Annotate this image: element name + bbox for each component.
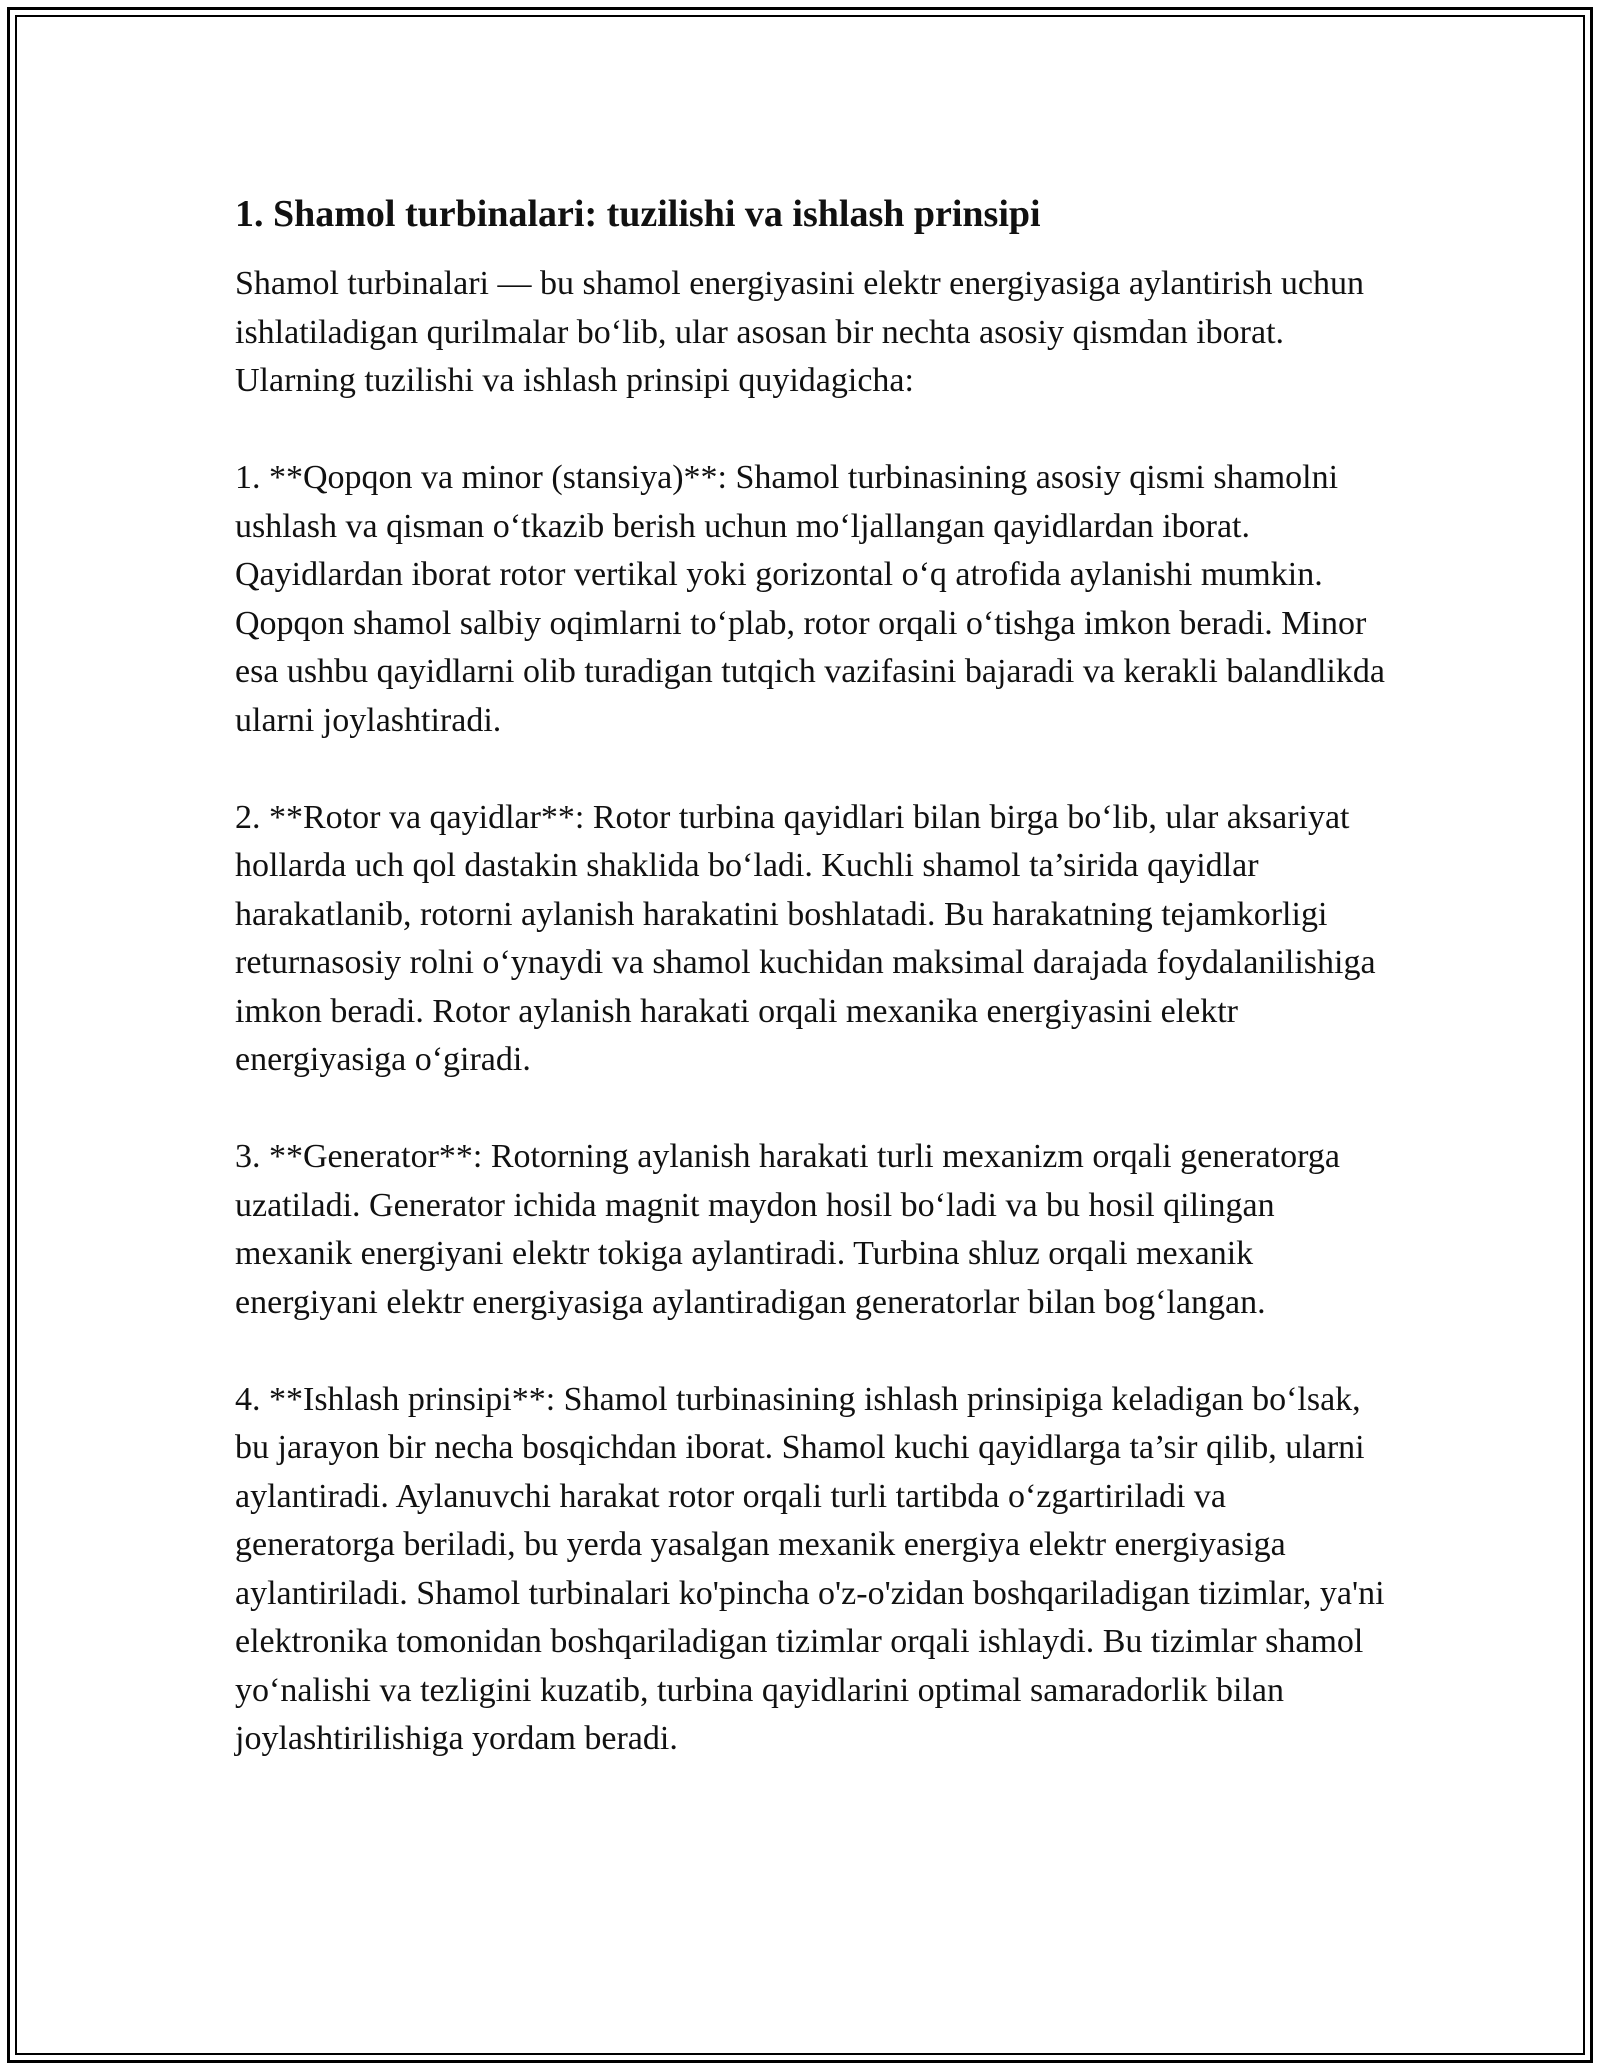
section-4-paragraph: 4. **Ishlash prinsipi**: Shamol turbinasining ishlash prinsipiga keladigan bo‘lsak, bu jarayon bir necha bosqichdan iborat. Shamol kuchi qayidlarga ta’sir qilib, ularni aylantiradi. Aylanuvchi harakat rotor orqali turli tartibda o‘zgartiriladi va generatorga beriladi, bu yerda yasalgan mexanik energiya elektr energiyasiga aylantiriladi. Shamol turbinalari ko'pincha o'z-o'zidan boshqariladigan tizimlar, ya'ni elektronika tomonidan boshqariladigan tizimlar orqali ishlaydi. Bu tizimlar shamol yo‘nalishi va tezligini kuzatib, turbina qayidlarini optimal samaradorlik bilan joylashtirilishiga yordam beradi. [235,1380,1385,1757]
document-heading: 1. Shamol turbinalari: tuzilishi va ishlash prinsipi [235,193,1041,235]
section-3-paragraph: 3. **Generator**: Rotorning aylanish harakati turli mexanizm orqali generatorga uzatiladi. Generator ichida magnit maydon hosil bo‘ladi va bu hosil qilingan mexanik energiyani elektr tokiga aylantiradi. Turbina shluz orqali mexanik energiyani elektr energiyasiga aylantiradigan generatorlar bilan bog‘langan. [235,1138,1340,1321]
document-body [235,188,1385,1812]
intro-paragraph: Shamol turbinalari — bu shamol energiyasini elektr energiyasiga aylantirish uchun ishlatiladigan qurilmalar bo‘lib, ular asosan bir nechta asosiy qismdan iborat. Ularning tuzilishi va ishlash prinsipi quyidagicha: [235,265,1364,399]
section-1-paragraph: 1. **Qopqon va minor (stansiya)**: Shamol turbinasining asosiy qismi shamolni ushlash va qisman o‘tkazib berish uchun mo‘ljallangan qayidlardan iborat. Qayidlardan iborat rotor vertikal yoki gorizontal o‘q atrofida aylanishi mumkin. Qopqon shamol salbiy oqimlarni to‘plab, rotor orqali o‘tishga imkon beradi. Minor esa ushbu qayidlarni olib turadigan tutqich vazifasini bajaradi va kerakli balandlikda ularni joylashtiradi. [235,459,1385,739]
section-2-paragraph: 2. **Rotor va qayidlar**: Rotor turbina qayidlari bilan birga bo‘lib, ular aksariyat hollarda uch qol dastakin shaklida bo‘ladi. Kuchli shamol ta’sirida qayidlar harakatlanib, rotorni aylanish harakatini boshlatadi. Bu harakatning tejamkorligi returnasosiy rolni o‘ynaydi va shamol kuchidan maksimal darajada foydalanilishiga imkon beradi. Rotor aylanish harakati orqali mexanika energiyasini elektr energiyasiga o‘giradi. [235,798,1376,1078]
